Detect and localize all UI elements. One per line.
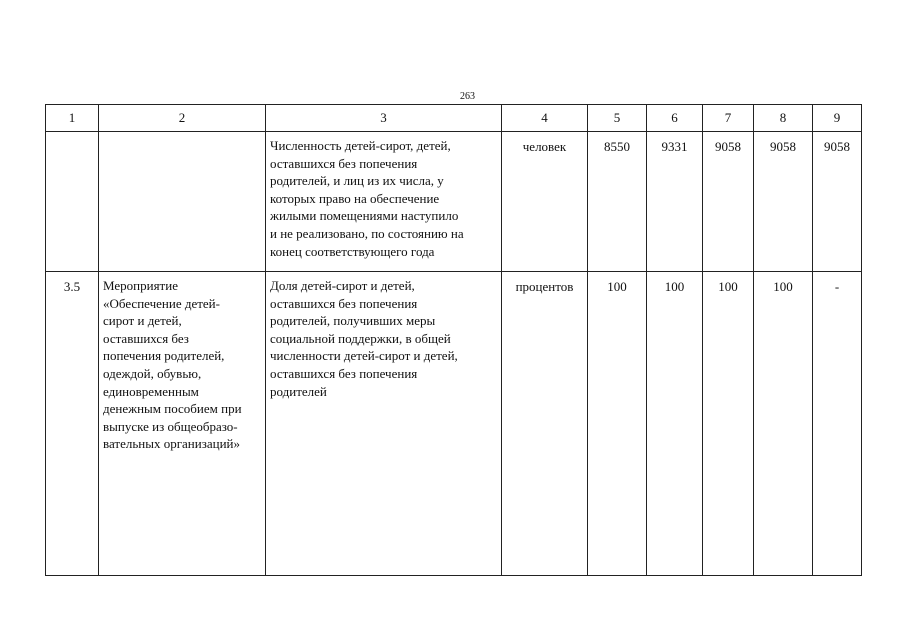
measure-text-line: Мероприятие bbox=[103, 278, 178, 293]
indicator-text-line: жилыми помещениями наступило bbox=[270, 208, 459, 224]
header-row bbox=[46, 105, 862, 132]
measure-text-line: денежным пособием при bbox=[103, 401, 242, 417]
indicator-text-line: родителей bbox=[270, 383, 327, 399]
header-cell-8: 8 bbox=[754, 105, 813, 132]
measure-name-cell bbox=[99, 132, 266, 272]
indicator-text-line: социальной поддержки, в общей bbox=[270, 330, 451, 346]
header-cell-5: 5 bbox=[588, 105, 647, 132]
indicator-text-line: Численность детей-сирот, детей, bbox=[270, 138, 451, 153]
indicator-text-line: Доля детей-сирот и детей, bbox=[270, 278, 415, 293]
measure-text-line: вательных организаций» bbox=[103, 436, 241, 452]
unit-cell: процентов bbox=[502, 272, 588, 576]
indicator-text-line: и не реализовано, по состоянию на bbox=[270, 225, 464, 241]
indicator-text-line: родителей, и лиц из их числа, у bbox=[270, 173, 444, 189]
unit-cell: человек bbox=[502, 132, 588, 272]
indicator-name-cell bbox=[266, 132, 502, 272]
measure-text-line: единовременным bbox=[103, 383, 199, 399]
page-number: 263 bbox=[460, 91, 475, 102]
row-number-cell: 3.5 bbox=[46, 272, 99, 576]
header-cell-1: 1 bbox=[46, 105, 99, 132]
value-cell: 100 bbox=[647, 272, 703, 576]
row-number-cell bbox=[46, 132, 99, 272]
value-cell: - bbox=[813, 272, 862, 576]
header-cell-3: 3 bbox=[266, 105, 502, 132]
indicators-table bbox=[45, 104, 862, 576]
indicator-text-line: численности детей-сирот и детей, bbox=[270, 348, 458, 364]
value-cell: 9058 bbox=[754, 132, 813, 272]
value-cell: 100 bbox=[588, 272, 647, 576]
value-cell: 8550 bbox=[588, 132, 647, 272]
measure-text-line: «Обеспечение детей- bbox=[103, 295, 220, 311]
indicator-text-line: оставшихся без попечения bbox=[270, 295, 418, 311]
measure-text-line: выпуске из общеобразо- bbox=[103, 418, 238, 434]
table-row bbox=[46, 272, 862, 576]
measure-text-line: одеждой, обувью, bbox=[103, 365, 202, 381]
indicator-text-line: оставшихся без попечения bbox=[270, 155, 418, 171]
measure-text-line: попечения родителей, bbox=[103, 348, 225, 364]
indicator-text-line: оставшихся без попечения bbox=[270, 365, 418, 381]
measure-text-line: оставшихся без bbox=[103, 330, 189, 346]
header-cell-9: 9 bbox=[813, 105, 862, 132]
value-cell: 9058 bbox=[813, 132, 862, 272]
header-cell-7: 7 bbox=[703, 105, 754, 132]
header-cell-4: 4 bbox=[502, 105, 588, 132]
indicator-text-line: которых право на обеспечение bbox=[270, 190, 440, 206]
header-cell-6: 6 bbox=[647, 105, 703, 132]
value-cell: 100 bbox=[703, 272, 754, 576]
indicator-text-line: конец соответствующего года bbox=[270, 243, 435, 259]
measure-text-line: сирот и детей, bbox=[103, 313, 182, 329]
indicator-name-cell bbox=[266, 272, 502, 576]
value-cell: 9331 bbox=[647, 132, 703, 272]
value-cell: 100 bbox=[754, 272, 813, 576]
value-cell: 9058 bbox=[703, 132, 754, 272]
indicator-text-line: родителей, получивших меры bbox=[270, 313, 436, 329]
measure-name-cell bbox=[99, 272, 266, 576]
table-row bbox=[46, 132, 862, 272]
header-cell-2: 2 bbox=[99, 105, 266, 132]
